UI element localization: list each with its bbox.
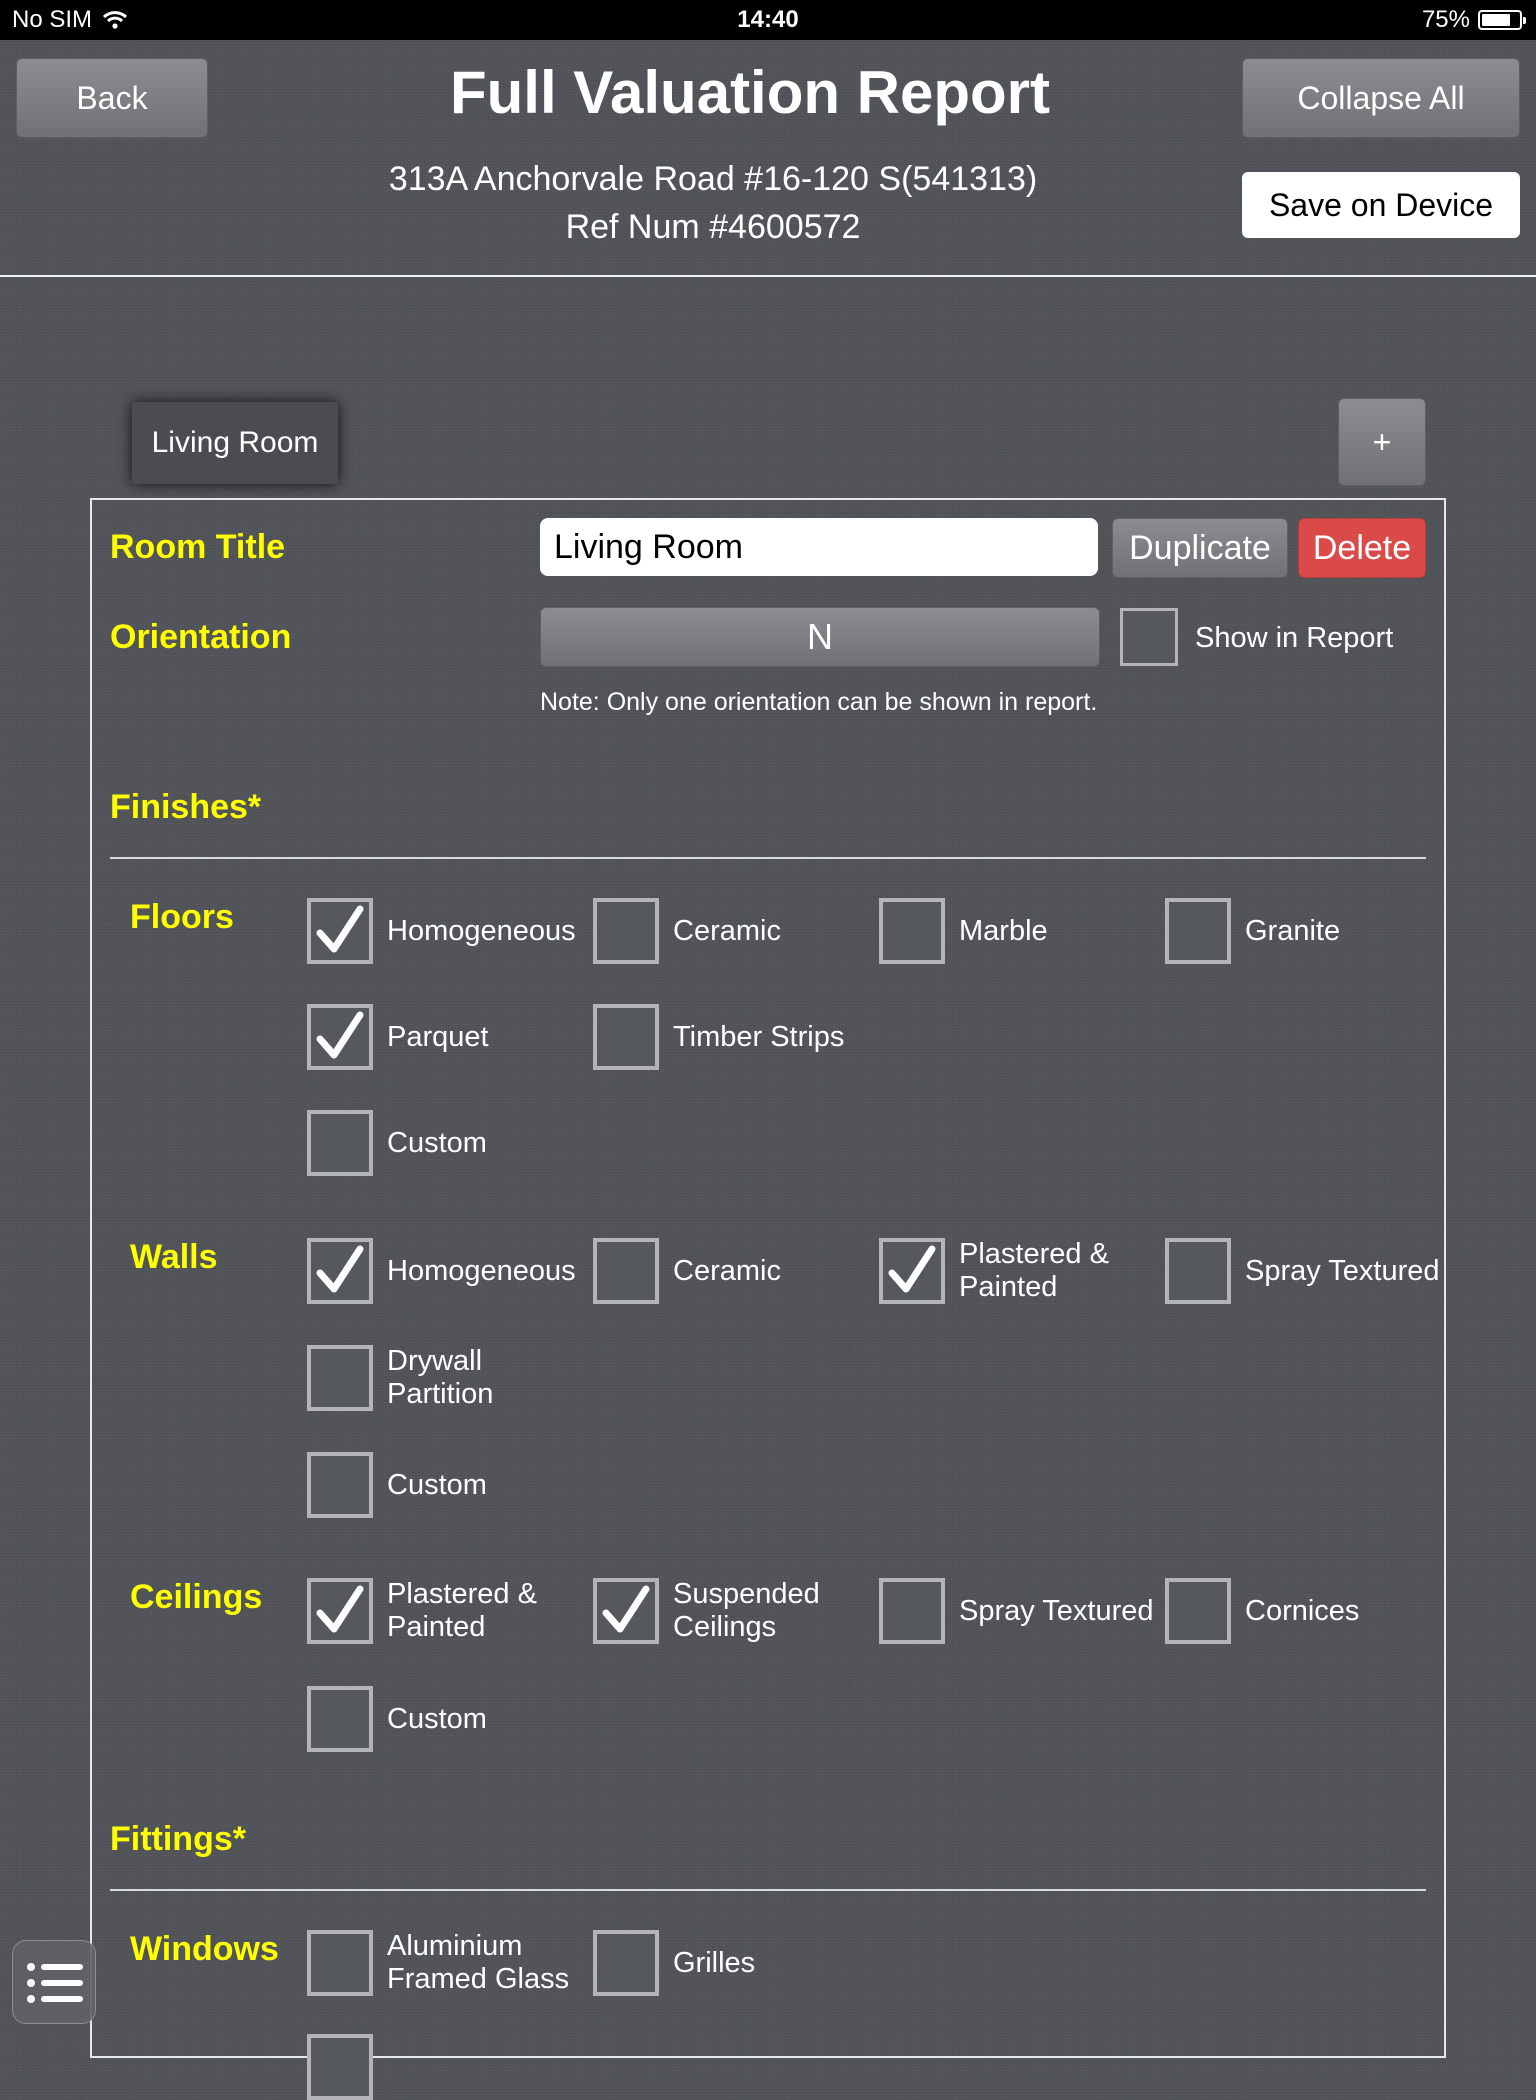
floors-option-5-label: Timber Strips <box>673 1020 845 1053</box>
ceilings-option-0-checkbox[interactable] <box>307 1578 373 1644</box>
ceilings-option-3-checkbox[interactable] <box>1165 1578 1231 1644</box>
next-option-checkbox[interactable] <box>307 2034 373 2100</box>
floors-option-0-label: Homogeneous <box>387 914 576 947</box>
checkmark-icon <box>312 1583 368 1639</box>
walls-label: Walls <box>130 1238 218 1276</box>
floors-option-3-label: Granite <box>1245 914 1341 947</box>
room-title-label: Room Title <box>110 528 286 566</box>
checkmark-icon <box>884 1243 940 1299</box>
windows-option-1-checkbox[interactable] <box>593 1930 659 1996</box>
header-divider <box>0 275 1536 277</box>
walls-option-5-checkbox[interactable] <box>307 1452 373 1518</box>
tab-living-room[interactable]: Living Room <box>132 402 338 484</box>
ceilings-option-2-label: Spray Textured <box>959 1594 1154 1627</box>
floors-option-6-checkbox[interactable] <box>307 1110 373 1176</box>
windows-option-0-label: Aluminium Framed Glass <box>387 1930 570 1995</box>
walls-option-2-checkbox[interactable] <box>879 1238 945 1304</box>
checkmark-icon <box>312 1009 368 1065</box>
checkmark-icon <box>312 1243 368 1299</box>
floors-option-1-label: Ceramic <box>673 914 781 947</box>
floors-option-0-checkbox[interactable] <box>307 898 373 964</box>
add-room-button[interactable]: + <box>1338 398 1426 486</box>
fittings-heading: Fittings* <box>110 1820 246 1858</box>
delete-button[interactable]: Delete <box>1298 518 1426 578</box>
finishes-heading: Finishes* <box>110 788 262 826</box>
show-in-report-checkbox[interactable] <box>1120 608 1178 666</box>
fittings-divider <box>110 1889 1426 1891</box>
ceilings-option-3-label: Cornices <box>1245 1594 1360 1627</box>
checkmark-icon <box>312 903 368 959</box>
room-title-input[interactable]: Living Room <box>540 518 1098 576</box>
floors-option-2-label: Marble <box>959 914 1048 947</box>
walls-option-0-checkbox[interactable] <box>307 1238 373 1304</box>
checkmark-icon <box>598 1583 654 1639</box>
back-button[interactable]: Back <box>16 58 208 138</box>
floors-option-2-checkbox[interactable] <box>879 898 945 964</box>
walls-option-5-label: Custom <box>387 1468 487 1501</box>
status-bar <box>0 0 1536 40</box>
save-on-device-button[interactable]: Save on Device <box>1242 172 1520 238</box>
ceilings-option-2-checkbox[interactable] <box>879 1578 945 1644</box>
walls-option-3-checkbox[interactable] <box>1165 1238 1231 1304</box>
orientation-note: Note: Only one orientation can be shown in report. <box>540 688 1098 716</box>
show-in-report-label: Show in Report <box>1195 622 1394 654</box>
walls-option-1-checkbox[interactable] <box>593 1238 659 1304</box>
walls-option-4-label: Drywall Partition <box>387 1345 494 1410</box>
status-right <box>1422 6 1522 34</box>
battery-icon <box>1478 10 1522 30</box>
floors-option-3-checkbox[interactable] <box>1165 898 1231 964</box>
floors-label: Floors <box>130 898 234 936</box>
floors-option-4-checkbox[interactable] <box>307 1004 373 1070</box>
walls-option-0-label: Homogeneous <box>387 1254 576 1287</box>
floors-option-5-checkbox[interactable] <box>593 1004 659 1070</box>
ceilings-option-1-label: Suspended Ceilings <box>673 1578 820 1643</box>
status-time: 14:40 <box>737 6 799 33</box>
windows-label: Windows <box>130 1930 279 1968</box>
floors-option-4-label: Parquet <box>387 1020 489 1053</box>
battery-percent: 75% <box>1421 6 1470 33</box>
walls-option-1-label: Ceramic <box>673 1254 781 1287</box>
list-menu-button[interactable] <box>12 1940 96 2024</box>
ceilings-option-1-checkbox[interactable] <box>593 1578 659 1644</box>
windows-option-0-checkbox[interactable] <box>307 1930 373 1996</box>
page-title: Full Valuation Report <box>449 59 1051 126</box>
property-address: 313A Anchorvale Road #16-120 S(541313) <box>388 160 1038 198</box>
orientation-selector[interactable]: N <box>540 607 1100 667</box>
orientation-label: Orientation <box>110 618 292 656</box>
reference-number: Ref Num #4600572 <box>565 208 861 246</box>
ceilings-option-0-label: Plastered & Painted <box>387 1578 537 1643</box>
duplicate-button[interactable]: Duplicate <box>1112 518 1288 578</box>
list-icon <box>13 1941 97 2025</box>
ceilings-option-4-label: Custom <box>387 1702 487 1735</box>
walls-option-3-label: Spray Textured <box>1245 1254 1440 1287</box>
windows-option-1-label: Grilles <box>673 1946 756 1979</box>
floors-option-6-label: Custom <box>387 1126 487 1159</box>
carrier-text: No SIM <box>12 6 93 33</box>
finishes-divider <box>110 857 1426 859</box>
floors-option-1-checkbox[interactable] <box>593 898 659 964</box>
ceilings-option-4-checkbox[interactable] <box>307 1686 373 1752</box>
ceilings-label: Ceilings <box>130 1578 263 1616</box>
walls-option-4-checkbox[interactable] <box>307 1345 373 1411</box>
walls-option-2-label: Plastered & Painted <box>959 1238 1109 1303</box>
collapse-all-button[interactable]: Collapse All <box>1242 58 1520 138</box>
